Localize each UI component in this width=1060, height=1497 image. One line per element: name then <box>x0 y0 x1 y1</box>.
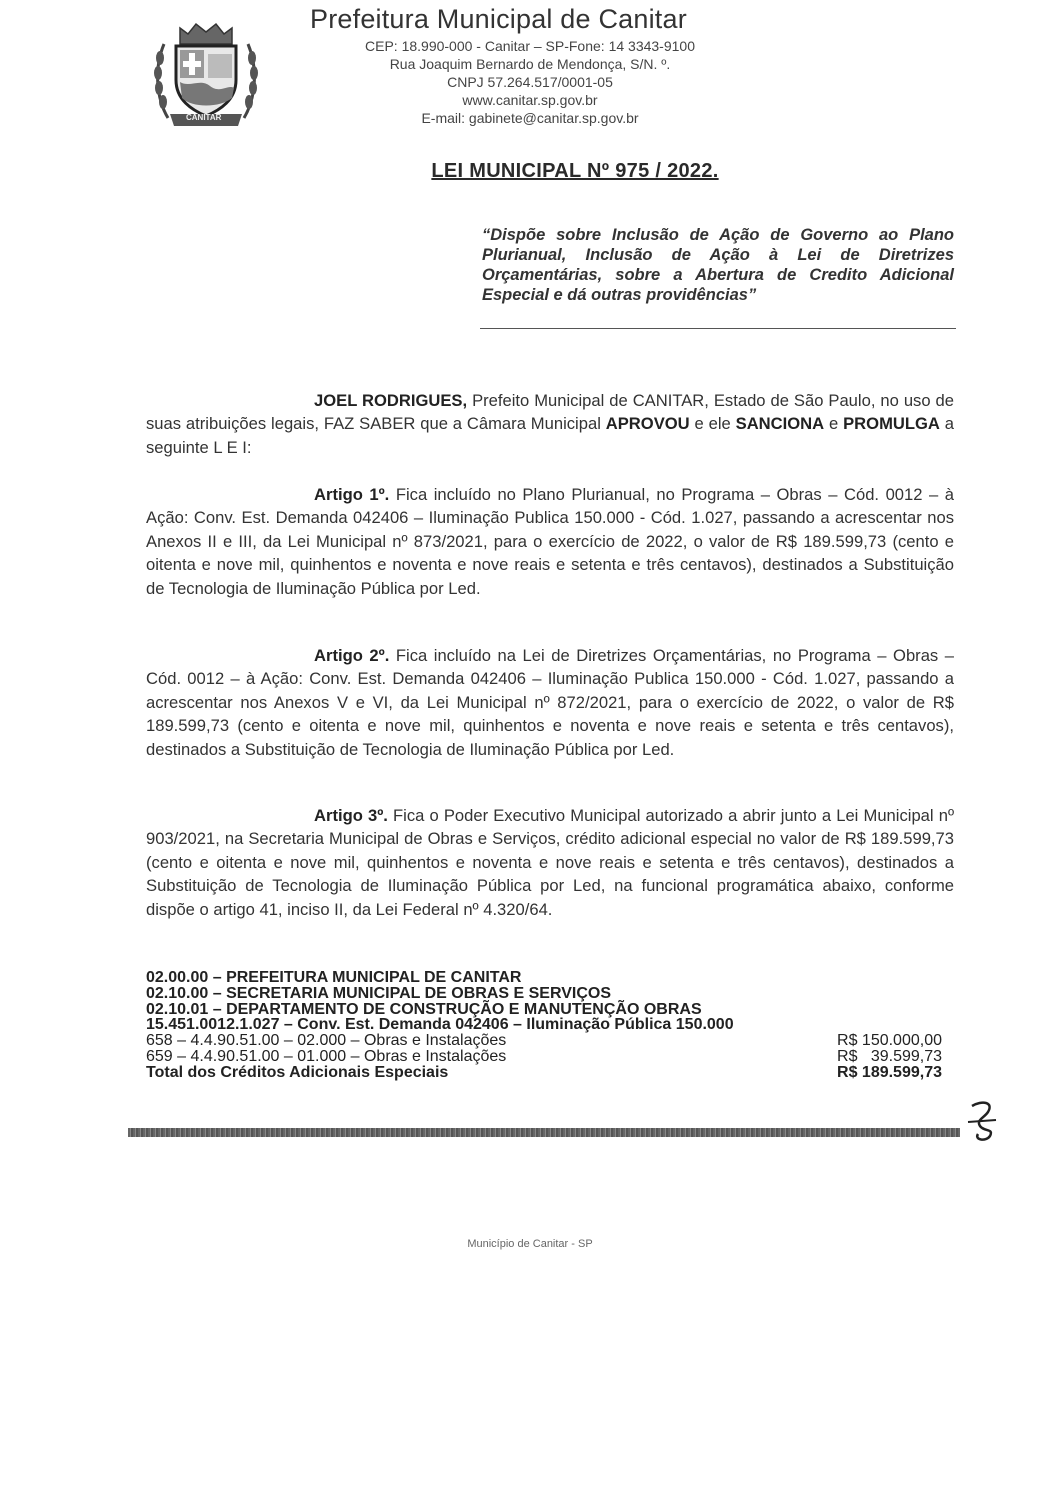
page-footer: Município de Canitar - SP <box>467 1238 593 1250</box>
ementa-underline <box>480 328 956 329</box>
header-website: www.canitar.sp.gov.br <box>462 92 598 108</box>
article-text: Fica o Poder Executivo Municipal autorizado a abrir junto a Lei Municipal nº 903/2021, na Secretaria Municipal de Obras e Serviços, crédito adicional especial no valor de R$ 189.599,73 (cento e oitenta e nove mil, quinhentos e noventa e nove reais e setenta e três centavos), destinados a Substituição de Tecnologia de Iluminação Pública por Led, na funcional programática abaixo, conforme dispõe o artigo 41, inciso II, da Lei Federal nº 4.320/64. <box>146 806 955 919</box>
budget-item-amount: R$ 150.000,00 <box>837 1032 942 1050</box>
law-title: LEI MUNICIPAL Nº 975 / 2022. <box>431 160 719 182</box>
article-text: Fica incluído no Plano Plurianual, no Programa – Obras – Cód. 0012 – à Ação: Conv. Est. Demanda 042406 – Iluminação Publica 150.000 - Cód. 1.027, passando a acrescentar nos Anexos II e III, da Lei Municipal nº 873/2021, para o exercício de 2022, o valor de R$ 189.599,73 (cento e oitenta e nove mil, quinhentos e noventa e nove reais e setenta e três centavos), destinados a Substituição de Tecnologia de Iluminação Pública por Led. <box>146 485 955 598</box>
signature-initial-icon <box>958 1098 1006 1144</box>
budget-heading: 02.00.00 – PREFEITURA MUNICIPAL DE CANITAR <box>146 969 522 986</box>
mayor-name: JOEL RODRIGUES, <box>314 391 468 410</box>
budget-allocation <box>146 970 942 1081</box>
header-cnpj: CNPJ 57.264.517/0001-05 <box>447 74 613 90</box>
article-label: Artigo 2º. <box>314 646 390 665</box>
budget-heading: 02.10.01 – DEPARTAMENTO DE CONSTRUÇÃO E MANUTENÇÃO OBRAS <box>146 1000 702 1018</box>
header-address: Rua Joaquim Bernardo de Mendonça, S/N. º. <box>389 56 671 72</box>
header-title: Prefeitura Municipal de Canitar <box>310 4 687 34</box>
budget-item-label: 659 – 4.4.90.51.00 – 01.000 – Obras e Instalações <box>146 1047 507 1065</box>
budget-heading: 02.10.00 – SECRETARIA MUNICIPAL DE OBRAS E SERVIÇOS <box>146 984 612 1002</box>
budget-total-row <box>146 1065 942 1081</box>
budget-total-amount: R$ 189.599,73 <box>837 1063 942 1081</box>
article-label: Artigo 1º. <box>314 485 390 504</box>
page-separator <box>128 1128 960 1137</box>
article-1 <box>146 483 954 600</box>
header-contact-lines <box>330 37 730 127</box>
budget-item-row <box>146 1033 942 1049</box>
law-ementa: “Dispõe sobre Inclusão de Ação de Governo ao Plano Plurianual, Inclusão de Ação à Lei de Diretrizes Orçamentárias, sobre a Abertura de Credito Adicional Especial e dá outras providências” <box>482 226 954 304</box>
budget-heading: 15.451.0012.1.027 – Conv. Est. Demanda 042406 – Iluminação Pública 150.000 <box>146 1016 734 1034</box>
article-label: Artigo 3º. <box>314 806 388 825</box>
preamble-paragraph: JOEL RODRIGUES, Prefeito Municipal de CANITAR, Estado de São Paulo, no uso de suas atribuições legais, FAZ SABER que a Câmara Municipal APROVOU e ele SANCIONA e PROMULGA a seguinte L E I: <box>146 391 954 457</box>
budget-total-label: Total dos Créditos Adicionais Especiais <box>146 1063 449 1081</box>
header-cep-phone: CEP: 18.990-000 - Canitar – SP-Fone: 14 3343-9100 <box>365 38 695 54</box>
header-email: E-mail: gabinete@canitar.sp.gov.br <box>421 110 639 126</box>
article-2 <box>146 644 954 761</box>
budget-item-amount: R$ 39.599,73 <box>837 1047 942 1065</box>
budget-item-label: 658 – 4.4.90.51.00 – 02.000 – Obras e Instalações <box>146 1032 507 1050</box>
crest-ribbon-text: CANITAR <box>186 113 222 122</box>
article-text: Fica incluído na Lei de Diretrizes Orçamentárias, no Programa – Obras – Cód. 0012 – à Ação: Conv. Est. Demanda 042406 – Iluminação Publica 150.000 - Cód. 1.027, passando a acrescentar nos Anexos V e VI, da Lei Municipal nº 872/2021, para o exercício de 2022, o valor de R$ 189.599,73 (cento e oitenta e nove mil, quinhentos e noventa e nove reais e setenta e três centavos), destinados a Substituição de Tecnologia de Iluminação Pública por Led. <box>146 646 954 759</box>
budget-item-row <box>146 1049 942 1065</box>
article-3 <box>146 804 954 921</box>
